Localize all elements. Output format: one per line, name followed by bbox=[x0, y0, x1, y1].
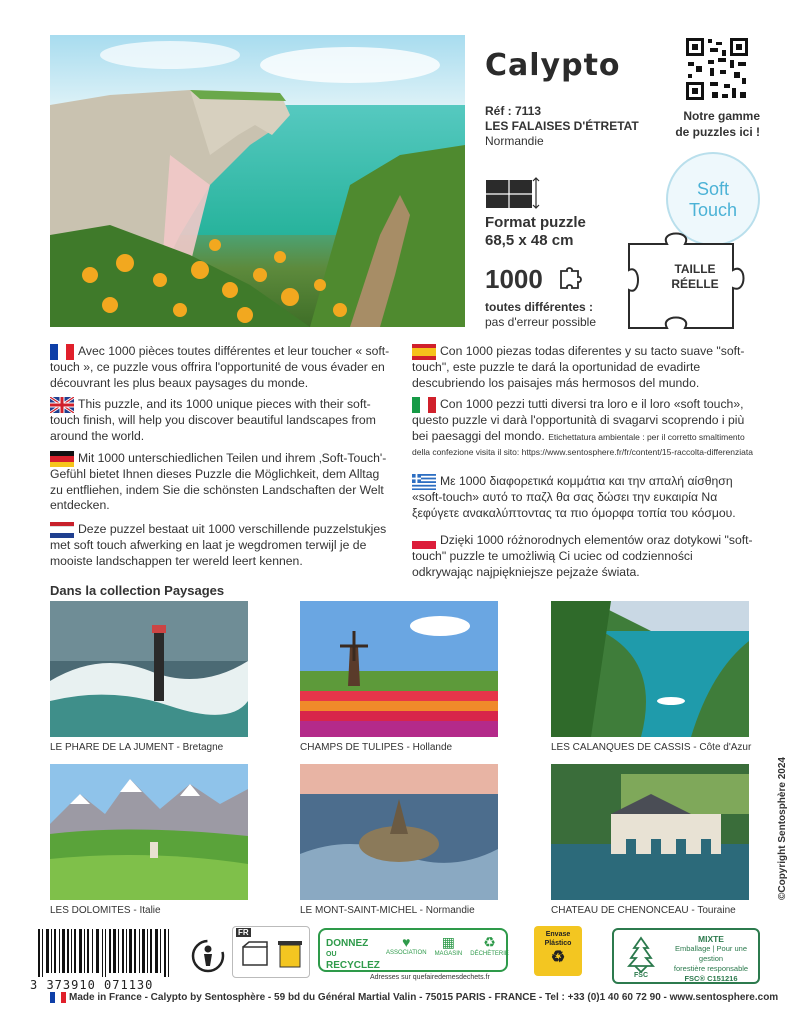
collection-caption-mont-saint-michel: LE MONT-SAINT-MICHEL - Normandie bbox=[300, 905, 475, 916]
flag-de-icon bbox=[50, 451, 74, 467]
recycling-info-fr: FR bbox=[232, 926, 310, 978]
flag-it-icon bbox=[412, 397, 436, 413]
collection-thumb-phare[interactable] bbox=[50, 601, 248, 737]
dump-icon: ♻ bbox=[483, 934, 496, 950]
description-nl: Deze puzzel bestaat uit 1000 verschillende puzzelstukjes met soft touch afwerking en laat je wegdromen terwijl je de mooiste landschappen ter wereld leert kennen. bbox=[50, 522, 387, 568]
collection-caption-chenonceau: CHATEAU DE CHENONCEAU - Touraine bbox=[551, 905, 736, 916]
collection-thumb-dolomites[interactable] bbox=[50, 764, 248, 900]
puzzle-format: Format puzzle 68,5 x 48 cm bbox=[485, 214, 586, 249]
collection-caption-tulipes: CHAMPS DE TULIPES - Hollande bbox=[300, 742, 453, 753]
donnez-recyclez-text: DONNEZ OU RECYCLEZ bbox=[326, 938, 380, 971]
fsc-logo-text: FSC bbox=[634, 972, 648, 978]
puzzle-piece-icon bbox=[558, 264, 584, 290]
brand-logo: Calypto bbox=[485, 48, 621, 83]
recycling-site: Adresses sur quefairedemesdechets.fr bbox=[370, 974, 490, 981]
copyright-text: ©Copyright Sentosphère 2024 bbox=[777, 757, 788, 900]
qr-caption: Notre gamme de puzzles ici ! bbox=[675, 109, 760, 139]
barcode-icon bbox=[30, 929, 185, 977]
fsc-tree-icon bbox=[622, 936, 660, 978]
hands-icon: ♥ bbox=[402, 934, 411, 950]
triman-icon bbox=[190, 938, 226, 974]
product-region: Normandie bbox=[485, 134, 544, 148]
collection-caption-calanques: LES CALANQUES DE CASSIS - Côte d'Azur bbox=[551, 742, 752, 753]
flag-gr-icon bbox=[412, 474, 436, 490]
description-de: Mit 1000 unterschiedlichen Teilen und ihrem ‚Soft-Touch'-Gefühl bietet Ihnen dieses Puzzle die Möglichkeit, dem Alltag zu entfliehen, indem Sie die schönsten Landschaften der Welt entdecken. bbox=[50, 451, 387, 512]
collection-thumb-tulipes[interactable] bbox=[300, 601, 498, 737]
barcode-number: 3 373910 071130 bbox=[30, 978, 154, 992]
collection-title: Dans la collection Paysages bbox=[50, 583, 225, 598]
collection-thumb-mont-saint-michel[interactable] bbox=[300, 764, 498, 900]
piece-count-description: toutes différentes : pas d'erreur possible bbox=[485, 300, 597, 329]
packaging-plastic-badge: Envase Plástico ♻ bbox=[534, 926, 582, 976]
flag-fr-icon bbox=[50, 992, 66, 1003]
product-title: LES FALAISES D'ÉTRETAT bbox=[485, 119, 639, 133]
footer: Made in France - Calypto by Sentosphère - 59 bd du Général Martial Valin - 75015 PARIS - FRANCE - Tel : +33 (0)1 40 60 72 90 - www.sentosphere.com bbox=[50, 992, 778, 1003]
puzzle-format-icon bbox=[485, 176, 541, 210]
flag-pl-icon bbox=[412, 533, 436, 549]
real-size-label: TAILLE RÉELLE bbox=[671, 262, 719, 291]
recycling-note-it: Etichettatura ambientale : per il corretto smaltimento della confezione visita il sito: https://www.sentosphere.fr/fr/content/15-raccolta-differenziata bbox=[412, 431, 753, 457]
description-it: Con 1000 pezzi tutti diversi tra loro e il loro «soft touch», questo puzzle vi darà l'opportunità di svagarvi scoprendo i più bei paesaggi del mondo. Etichettatura ambientale : per il corretto smaltimento della confezione visita il sito: https://www.sentosphere.fr/fr/content/15-raccolta-differenziata bbox=[412, 397, 753, 457]
description-es: Con 1000 piezas todas diferentes y su tacto suave "soft-touch", este puzzle te dará la oportunidad de evadirte descubriendo los paisajes más hermosos del mundo. bbox=[412, 344, 745, 390]
collection-thumb-chenonceau[interactable] bbox=[551, 764, 749, 900]
store-icon: ▦ bbox=[441, 934, 456, 950]
flag-es-icon bbox=[412, 344, 436, 360]
description-pl: Dzięki 1000 różnorodnych elementów oraz dotykowi "soft-touch" puzzle te umożliwią Ci uciec od codzienności odkrywając najpiękniejsze pejzaże świata. bbox=[412, 533, 753, 579]
product-ref: Réf : 7113 bbox=[485, 104, 542, 118]
description-gr: Με 1000 διαφορετικά κομμάτια και την απαλή αίσθηση «soft-touch» αυτό το παζλ θα σας δώσει την ευκαιρία Να ξεφύγετε ανακαλύπτοντας τα πιο όμορφα τοπία του κόσμου. bbox=[412, 474, 736, 520]
flag-nl-icon bbox=[50, 522, 74, 538]
piece-count: 1000 bbox=[485, 264, 543, 294]
collection-caption-dolomites: LES DOLOMITES - Italie bbox=[50, 905, 161, 916]
donnez-options: ♥ ASSOCIATION ▦ MAGASIN ♻ DÉCHÈTERIE bbox=[386, 934, 509, 957]
description-fr: Avec 1000 pièces toutes différentes et leur toucher « soft-touch », ce puzzle vous offrira l'opportunité de vous évader en découvrant les plus beaux paysages du monde. bbox=[50, 344, 390, 390]
box-icon bbox=[241, 941, 269, 967]
fsc-text: MIXTE Emballage | Pour une gestion forestière responsable FSC® C151216 bbox=[673, 934, 749, 983]
product-info bbox=[485, 104, 639, 149]
hero-puzzle-image bbox=[50, 35, 465, 327]
description-en: This puzzle, and its 1000 unique pieces with their soft-touch finish, will help you discover beautiful landscapes from around the world. bbox=[50, 397, 376, 443]
collection-thumb-calanques[interactable] bbox=[551, 601, 749, 737]
recycling-bin-icon bbox=[277, 939, 303, 969]
collection-caption-phare: LE PHARE DE LA JUMENT - Bretagne bbox=[50, 742, 224, 753]
soft-touch-badge: Soft Touch bbox=[666, 152, 760, 246]
flag-uk-icon bbox=[50, 397, 74, 413]
flag-fr-icon bbox=[50, 344, 74, 360]
bin-person-icon: ♻ bbox=[550, 949, 566, 966]
qr-code-icon[interactable] bbox=[684, 36, 750, 102]
